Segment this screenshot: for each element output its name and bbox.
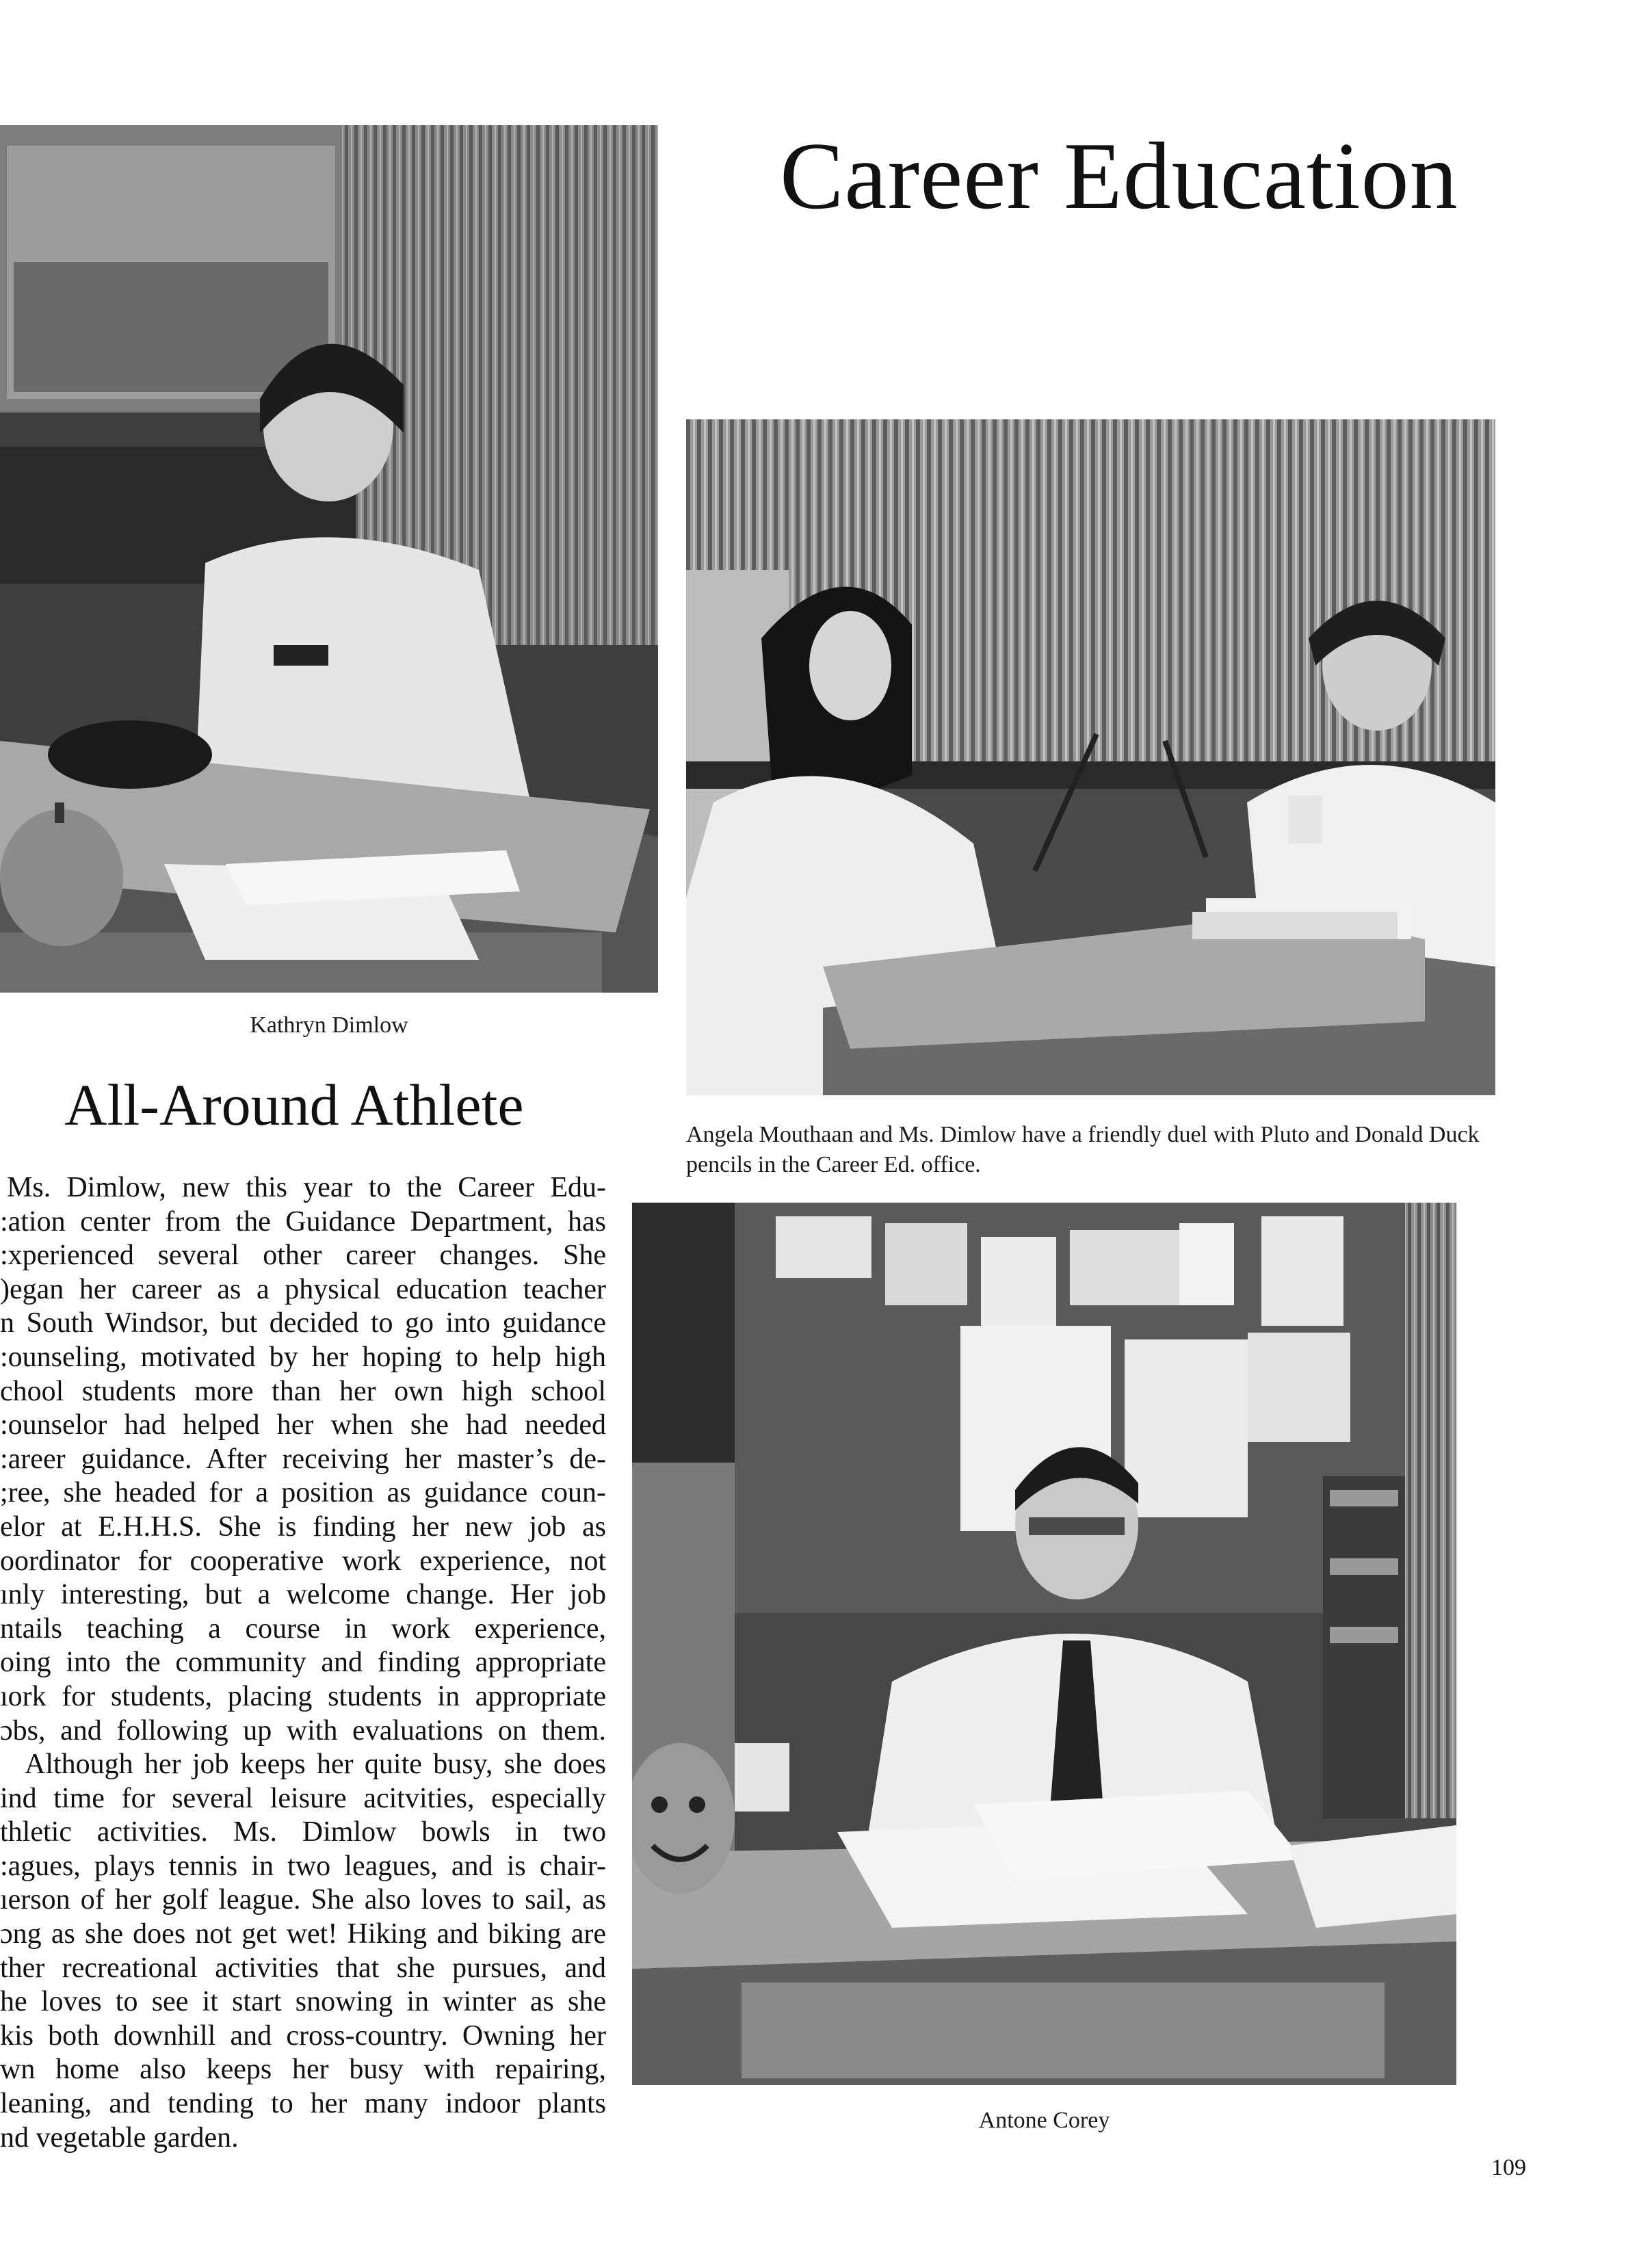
photo-antone-corey xyxy=(632,1203,1456,2085)
article-line: kis both downhill and cross-country. Owning her xyxy=(0,2019,606,2052)
article-line: ;ree, she headed for a position as guidance coun- xyxy=(0,1477,606,1509)
article-line: ntails teaching a course in work experience, xyxy=(0,1612,606,1645)
article-line: elor at E.H.H.S. She is finding her new job as xyxy=(0,1510,606,1543)
article-heading: All-Around Athlete xyxy=(64,1072,524,1138)
article-body xyxy=(0,1171,606,2155)
article-line: :ounselor had helped her when she had needed xyxy=(0,1409,606,1441)
article-line: ɔng as she does not get wet! Hiking and biking are xyxy=(0,1918,606,1950)
article-line: ıerson of her golf league. She also loves to sail, as xyxy=(0,1884,606,1916)
article-line: :ation center from the Guidance Department, has xyxy=(0,1205,606,1238)
article-line: ind time for several leisure acitvities, especially xyxy=(0,1782,606,1814)
article-line: oordinator for cooperative work experience, not xyxy=(0,1545,606,1577)
article-line: oing into the community and finding appropriate xyxy=(0,1647,606,1679)
article-line: Ms. Dimlow, new this year to the Career Edu- xyxy=(7,1172,606,1203)
photo-caption-kathryn-dimlow: Kathryn Dimlow xyxy=(250,1012,408,1038)
article-line: ınly interesting, but a welcome change. Her job xyxy=(0,1579,606,1611)
photo-kathryn-dimlow xyxy=(0,125,658,993)
article-line: leaning, and tending to her many indoor plants xyxy=(0,2088,606,2120)
photo-caption-duel: Angela Mouthaan and Ms. Dimlow have a friendly duel with Pluto and Donald Duck pencils in the Career Ed. office. xyxy=(686,1122,1480,1177)
article-line: wn home also keeps her busy with repairing, xyxy=(0,2054,606,2086)
article-line: thletic activities. Ms. Dimlow bowls in two xyxy=(0,1816,606,1848)
article-line: ther recreational activities that she pursues, and xyxy=(0,1952,606,1984)
page-number: 109 xyxy=(1491,2155,1526,2180)
article-line: :xperienced several other career changes. She xyxy=(0,1240,606,1272)
article-line: ɔbs, and following up with evaluations on them. xyxy=(0,1714,606,1747)
article-line: :agues, plays tennis in two leagues, and is chair- xyxy=(0,1850,606,1882)
article-line: :areer guidance. After receiving her master’s de- xyxy=(0,1443,606,1475)
photo-caption-antone-corey: Antone Corey xyxy=(978,2108,1110,2133)
article-line: :ounseling, motivated by her hoping to help high xyxy=(0,1341,606,1373)
article-line: )egan her career as a physical education teacher xyxy=(0,1273,606,1305)
article-line: chool students more than her own high school xyxy=(0,1375,606,1407)
page-title: Career Education xyxy=(780,123,1458,229)
article-line: n South Windsor, but decided to go into guidance xyxy=(0,1307,606,1339)
article-line: ıork for students, placing students in appropriate xyxy=(0,1680,606,1712)
article-line: Although her job keeps her quite busy, she does xyxy=(25,1749,606,1781)
photo-duel xyxy=(686,419,1495,1095)
article-line: he loves to see it start snowing in winter as she xyxy=(0,1986,606,2018)
article-line: nd vegetable garden. xyxy=(0,2121,239,2154)
